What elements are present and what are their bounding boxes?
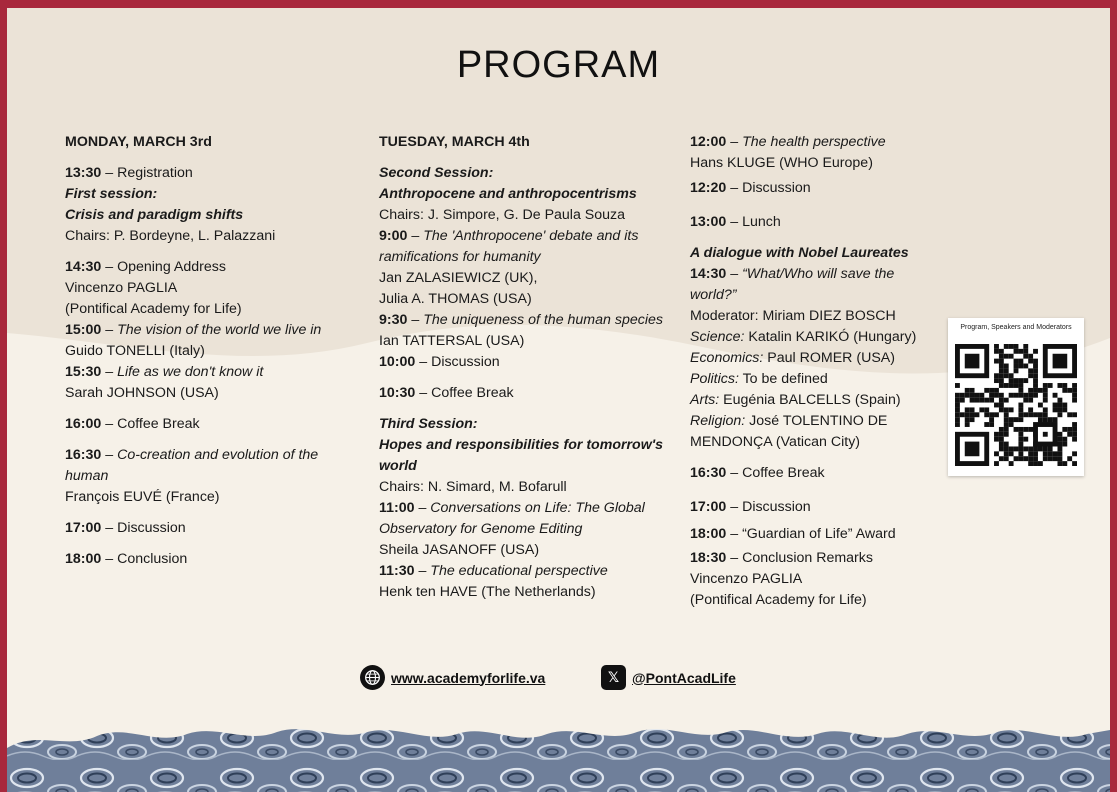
speaker: Vincenzo PAGLIA [65, 280, 178, 296]
dash: – [726, 266, 743, 282]
panel-name: Eugénia BALCELLS (Spain) [719, 392, 901, 408]
dash: – [726, 134, 743, 150]
time: 9:00 [379, 228, 408, 244]
talk-title: The educational perspective [430, 563, 608, 579]
page-title: PROGRAM [456, 44, 661, 86]
time: 17:00 [65, 520, 102, 536]
time: 18:00 [65, 551, 102, 567]
item-text: – Opening Address [101, 259, 226, 275]
time: 16:30 [690, 465, 727, 481]
speaker: Guido TONELLI (Italy) [65, 343, 205, 359]
time: 10:30 [379, 385, 416, 401]
item-text: – Discussion [726, 180, 811, 196]
time: 16:30 [65, 447, 102, 463]
schedule-item [65, 445, 345, 508]
dash: – [407, 312, 424, 328]
time: 11:00 [379, 500, 415, 516]
talk-title: “What/Who will save the world?” [690, 266, 895, 303]
x-icon: 𝕏 [601, 665, 626, 690]
panel-name: Paul ROMER (USA) [763, 350, 895, 366]
footer [7, 665, 1110, 695]
schedule-item [65, 257, 345, 404]
panel-name: To be defined [738, 371, 828, 387]
tuesday-continued-column [690, 132, 930, 621]
item-text: – Discussion [726, 499, 811, 515]
session-title: A dialogue with Nobel Laureates [690, 245, 909, 261]
monday-column [65, 132, 345, 580]
time: 15:30 [65, 364, 102, 380]
time: 12:00 [690, 134, 727, 150]
qr-card[interactable] [948, 318, 1084, 476]
schedule-item [65, 414, 345, 435]
session-title: Hopes and responsibilities for tomorrow's world [379, 437, 664, 474]
item-text: – Coffee Break [726, 465, 825, 481]
time: 17:00 [690, 499, 727, 515]
qr-code-icon[interactable] [955, 344, 1077, 466]
item-text: – Discussion [101, 520, 186, 536]
panelist [690, 411, 930, 453]
program-page [7, 8, 1110, 792]
time: 14:30 [65, 259, 102, 275]
time: 18:00 [690, 526, 727, 542]
website-link[interactable] [360, 665, 545, 690]
dash: – [101, 322, 118, 338]
panel-label: Politics: [690, 371, 739, 387]
schedule-item [65, 518, 345, 539]
speaker: Sheila JASANOFF (USA) [379, 542, 540, 558]
session-name: First session: [65, 186, 158, 202]
time: 15:00 [65, 322, 102, 338]
globe-icon [360, 665, 385, 690]
speaker: Vincenzo PAGLIA [690, 571, 803, 587]
session-title: Crisis and paradigm shifts [65, 207, 244, 223]
talk-title: The uniqueness of the human species [423, 312, 663, 328]
item-text: – Coffee Break [101, 416, 200, 432]
schedule-item [690, 132, 930, 174]
dash: – [414, 563, 431, 579]
schedule-item [690, 178, 930, 199]
schedule-item [65, 163, 345, 247]
schedule-item [690, 212, 930, 233]
schedule-item [379, 383, 669, 404]
session-name: Third Session: [379, 416, 478, 432]
affiliation: (Pontifical Academy for Life) [690, 592, 867, 608]
speaker: François EUVÉ (France) [65, 489, 220, 505]
time: 13:30 [65, 165, 102, 181]
affiliation: (Pontifical Academy for Life) [65, 301, 242, 317]
panelist [690, 390, 930, 411]
speaker: Julia A. THOMAS (USA) [379, 291, 532, 307]
time: 9:30 [379, 312, 408, 328]
panel-label: Arts: [690, 392, 720, 408]
schedule-item [379, 414, 669, 603]
session-chairs: Chairs: N. Simard, M. Bofarull [379, 479, 567, 495]
schedule-item [690, 497, 930, 518]
panel-name: José TOLENTINO DE MENDONÇA (Vatican City) [690, 413, 888, 450]
time: 10:00 [379, 354, 416, 370]
speaker: Sarah JOHNSON (USA) [65, 385, 219, 401]
panel-label: Religion: [690, 413, 746, 429]
item-text: – Lunch [726, 214, 781, 230]
panelist [690, 369, 930, 390]
dash: – [101, 447, 118, 463]
talk-title: The vision of the world we live in [117, 322, 322, 338]
talk-title: The 'Anthropocene' debate and its ramifications for humanity [379, 228, 639, 265]
panel-label: Science: [690, 329, 745, 345]
item-text: – Conclusion Remarks [726, 550, 873, 566]
item-text: – Registration [101, 165, 193, 181]
time: 16:00 [65, 416, 102, 432]
speaker: Hans KLUGE (WHO Europe) [690, 155, 873, 171]
item-text: – “Guardian of Life” Award [726, 526, 896, 542]
talk-title: Co-creation and evolution of the human [65, 447, 319, 484]
schedule-item [690, 243, 930, 453]
twitter-link[interactable] [601, 665, 736, 690]
speaker: Henk ten HAVE (The Netherlands) [379, 584, 596, 600]
panel-name: Katalin KARIKÓ (Hungary) [744, 329, 917, 345]
schedule-item [379, 163, 669, 373]
schedule-item [690, 524, 930, 545]
session-chairs: Chairs: P. Bordeyne, L. Palazzani [65, 228, 276, 244]
time: 13:00 [690, 214, 727, 230]
session-name: Second Session: [379, 165, 494, 181]
panelist [690, 327, 930, 348]
decorative-pattern [7, 720, 1110, 792]
dash: – [414, 500, 431, 516]
item-text: – Conclusion [101, 551, 188, 567]
schedule-item [65, 549, 345, 570]
twitter-handle[interactable]: @PontAcadLife [632, 669, 736, 686]
tuesday-header: TUESDAY, MARCH 4th [379, 134, 530, 150]
panel-label: Economics: [690, 350, 764, 366]
qr-caption: Program, Speakers and Moderators [960, 324, 1072, 331]
talk-title: Conversations on Life: The Global Observatory for Genome Editing [379, 500, 645, 537]
schedule-item [690, 463, 930, 484]
session-chairs: Chairs: J. Simpore, G. De Paula Souza [379, 207, 626, 223]
time: 14:30 [690, 266, 727, 282]
item-text: – Coffee Break [415, 385, 514, 401]
dash: – [101, 364, 118, 380]
talk-title: The health perspective [742, 134, 886, 150]
time: 12:20 [690, 180, 727, 196]
dash: – [407, 228, 424, 244]
monday-header: MONDAY, MARCH 3rd [65, 134, 212, 150]
time: 18:30 [690, 550, 727, 566]
website-text[interactable]: www.academyforlife.va [391, 669, 546, 686]
talk-title: Life as we don't know it [117, 364, 264, 380]
time: 11:30 [379, 563, 415, 579]
tuesday-column [379, 132, 669, 613]
speaker: Jan ZALASIEWICZ (UK), [379, 270, 538, 286]
item-text: – Discussion [415, 354, 500, 370]
panelist [690, 348, 930, 369]
schedule-item [690, 548, 930, 611]
moderator: Moderator: Miriam DIEZ BOSCH [690, 308, 896, 324]
session-title: Anthropocene and anthropocentrisms [379, 186, 637, 202]
speaker: Ian TATTERSAL (USA) [379, 333, 525, 349]
